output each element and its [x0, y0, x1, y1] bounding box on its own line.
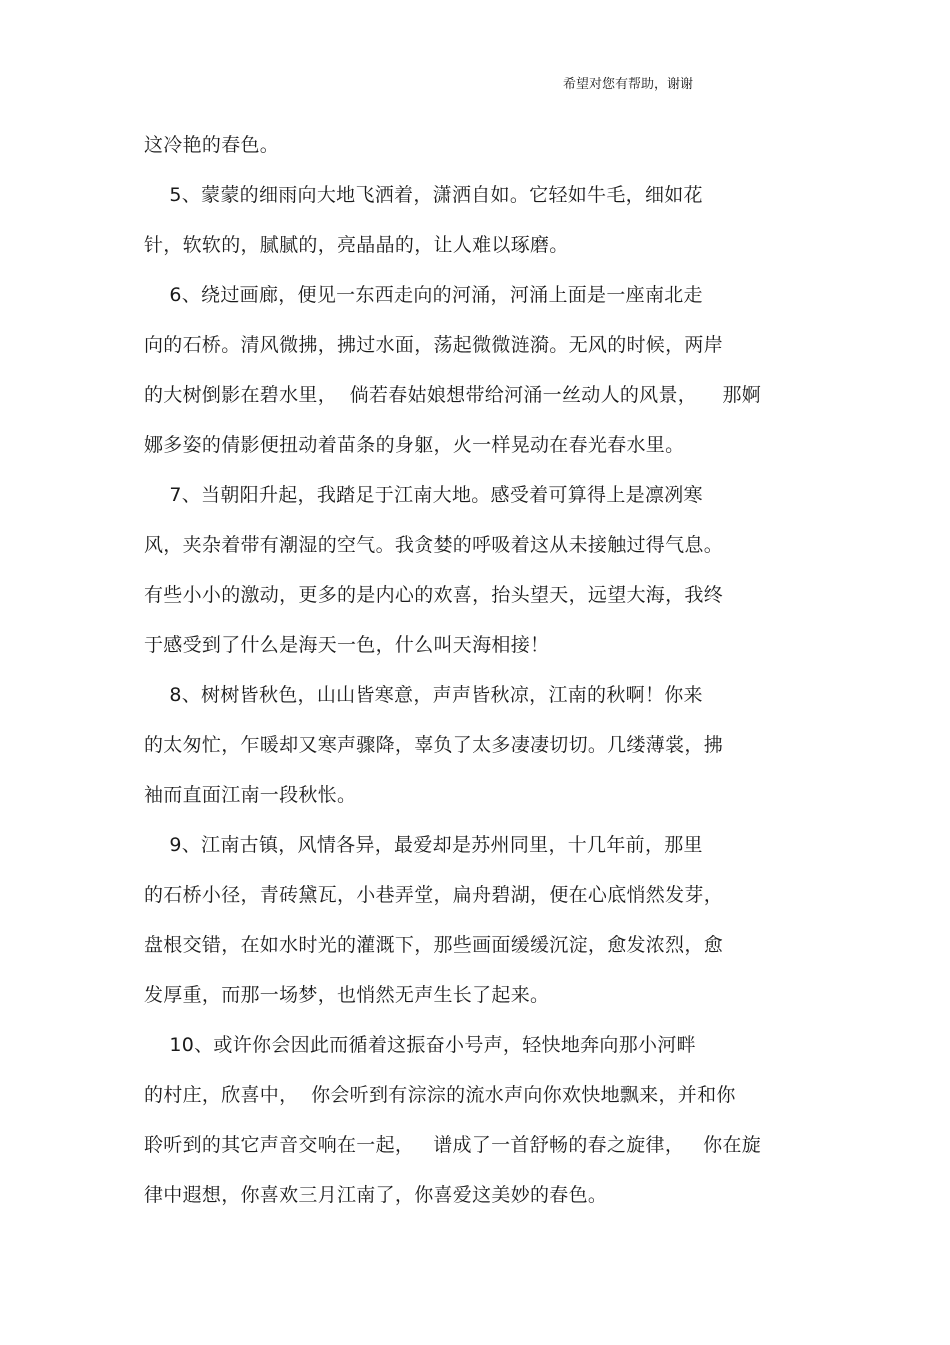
- text-line: 娜多姿的倩影便扭动着苗条的身躯，火一样晃动在春光春水里。: [144, 434, 685, 456]
- text-line: 有些小小的激动，更多的是内心的欢喜，抬头望天，远望大海，我终: [144, 584, 724, 606]
- text-line: 针，软软的，腻腻的，亮晶晶的，让人难以琢磨。: [144, 234, 569, 256]
- text-line: 于感受到了什么是海天一色，什么叫天海相接！: [144, 634, 550, 656]
- text-line: 这冷艳的春色。: [144, 134, 280, 156]
- text-line: 9、江南古镇，风情各异，最爱却是苏州同里，十几年前，那里: [144, 834, 703, 856]
- text-line: 5、蒙蒙的细雨向大地飞洒着，潇洒自如。它轻如牛毛，细如花: [144, 184, 703, 206]
- text-line: 的大树倒影在碧水里， 倘若春姑娘想带给河涌一丝动人的风景， 那婀: [144, 384, 762, 406]
- text-line: 聆听到的其它声音交响在一起， 谱成了一首舒畅的春之旋律， 你在旋: [144, 1134, 762, 1156]
- page-header: 希望对您有帮助，谢谢: [563, 77, 694, 92]
- text-line: 6、绕过画廊，便见一东西走向的河涌，河涌上面是一座南北走: [144, 284, 703, 306]
- text-line: 盘根交错，在如水时光的灌溉下，那些画面缓缓沉淀，愈发浓烈，愈: [144, 934, 724, 956]
- text-line: 10、或许你会因此而循着这振奋小号声，轻快地奔向那小河畔: [144, 1034, 696, 1056]
- text-line: 袖而直面江南一段秋怅。: [144, 784, 357, 806]
- text-line: 律中遐想，你喜欢三月江南了，你喜爱这美妙的春色。: [144, 1184, 608, 1206]
- text-line: 8、树树皆秋色，山山皆寒意，声声皆秋凉，江南的秋啊！你来: [144, 684, 703, 706]
- text-line: 的太匆忙，乍暖却又寒声骤降，辜负了太多凄凄切切。几缕薄裳，拂: [144, 734, 724, 756]
- text-line: 7、当朝阳升起，我踏足于江南大地。感受着可算得上是凛冽寒: [144, 484, 703, 506]
- text-line: 发厚重，而那一场梦，也悄然无声生长了起来。: [144, 984, 550, 1006]
- text-line: 风，夹杂着带有潮湿的空气。我贪婪的呼吸着这从未接触过得气息。: [144, 534, 724, 556]
- text-line: 的村庄，欣喜中， 你会听到有淙淙的流水声向你欢快地飘来，并和你: [144, 1084, 736, 1106]
- text-line: 的石桥小径，青砖黛瓦，小巷弄堂，扁舟碧湖，便在心底悄然发芽，: [144, 884, 724, 906]
- text-line: 向的石桥。清风微拂，拂过水面，荡起微微涟漪。无风的时候，两岸: [144, 334, 724, 356]
